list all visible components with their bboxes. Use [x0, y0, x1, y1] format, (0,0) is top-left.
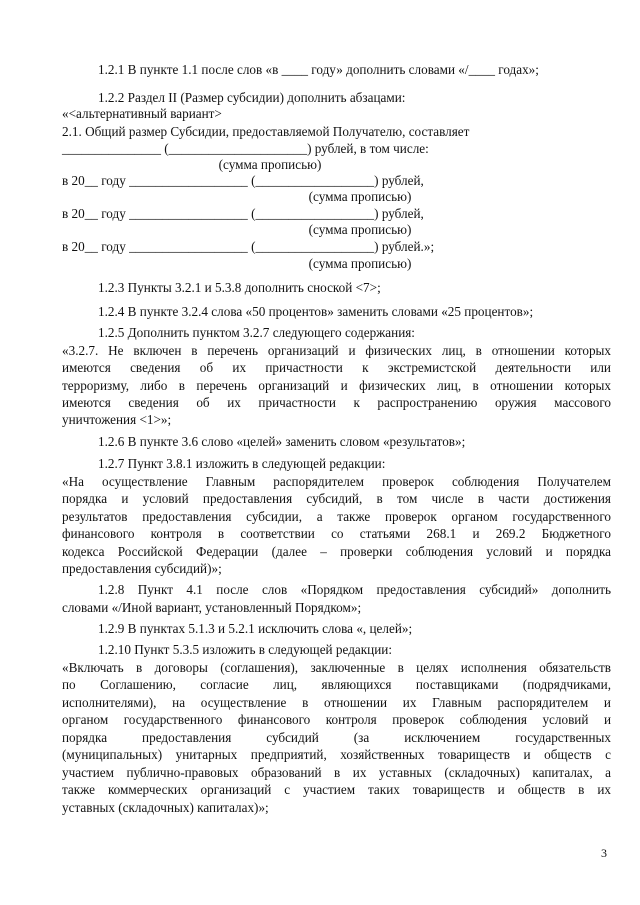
text-line: 2.1. Общий размер Субсидии, предоставляемой Получателю, составляет — [62, 124, 470, 139]
text-line: в 20__ году __________________ (__________________) рублей, — [62, 206, 424, 221]
text-line: предоставления субсидий)»; — [62, 561, 222, 576]
text-line: в 20__ году __________________ (__________________) рублей.»; — [62, 239, 435, 254]
text-line: 1.2.9 В пунктах 5.1.3 и 5.2.1 исключить слова «, целей»; — [98, 621, 413, 636]
text-line: «На осуществление Главным распорядителем проверок соблюдения Получателем — [62, 474, 611, 489]
text-line: уничтожения <1>»; — [62, 412, 172, 427]
text-line: также коммерческих организаций с участием таких товариществ и обществ в их — [62, 782, 611, 797]
text-line: порядка предоставления субсидий (за исключением государственных — [62, 730, 611, 745]
text-line: «<альтернативный вариант> — [62, 106, 222, 121]
text-line: органом государственного финансового контроля проверок соблюдения условий и — [62, 712, 611, 727]
text-line: 1.2.10 Пункт 5.3.5 изложить в следующей редакции: — [98, 642, 392, 657]
text-line: (сумма прописью) — [218, 157, 322, 172]
text-line: порядка и условий предоставления субсидий, в том числе в части достижения — [62, 491, 611, 506]
text-line: _______________ (_____________________) рублей, в том числе: — [62, 141, 429, 156]
text-line: 1.2.6 В пункте 3.6 слово «целей» заменить словом «результатов»; — [98, 434, 466, 449]
text-line: (сумма прописью) — [308, 256, 412, 271]
text-line: 1.2.8 Пункт 4.1 после слов «Порядком предоставления субсидий» дополнить — [98, 582, 611, 597]
text-line: исполнителями), на осуществление в отношении их Главным распорядителем и — [62, 695, 611, 710]
text-line: терроризму, либо в перечень организаций и физических лиц, в отношении которых — [62, 378, 611, 393]
text-line: «Включать в договоры (соглашения), заключенные в целях исполнения обязательств — [62, 660, 611, 675]
text-line: (муниципальных) унитарных предприятий, хозяйственных товариществ и обществ с — [62, 747, 611, 762]
text-line: финансового контроля в соответствии со статьями 268.1 и 269.2 Бюджетного — [62, 526, 611, 541]
page-number: 3 — [601, 846, 607, 860]
text-line: в 20__ году __________________ (__________________) рублей, — [62, 173, 424, 188]
text-line: кодекса Российской Федерации (далее – проверки соблюдения условий и порядка — [62, 544, 611, 559]
text-line: по Соглашению, согласие лиц, являющихся поставщиками (подрядчиками, — [62, 677, 611, 692]
text-line: 1.2.7 Пункт 3.8.1 изложить в следующей редакции: — [98, 456, 386, 471]
text-line: имеются сведения об их причастности к распространению оружия массового — [62, 395, 611, 410]
text-line: 1.2.3 Пункты 3.2.1 и 5.3.8 дополнить сноской <7>; — [98, 280, 381, 295]
text-line: участием публично-правовых образований в их уставных (складочных) капиталах, а — [62, 765, 611, 780]
text-line: словами «/Иной вариант, установленный Порядком»; — [62, 600, 362, 615]
text-line: уставных (складочных) капиталах)»; — [62, 800, 269, 815]
text-line: (сумма прописью) — [308, 189, 412, 204]
text-line: 1.2.1 В пункте 1.1 после слов «в ____ году» дополнить словами «/____ годах»; — [98, 62, 539, 77]
text-line: «3.2.7. Не включен в перечень организаций и физических лиц, в отношении которых — [62, 343, 611, 358]
text-line: 1.2.4 В пункте 3.2.4 слова «50 процентов» заменить словами «25 процентов»; — [98, 304, 534, 319]
text-line: 1.2.5 Дополнить пунктом 3.2.7 следующего содержания: — [98, 325, 415, 340]
text-line: 1.2.2 Раздел II (Размер субсидии) дополнить абзацами: — [98, 90, 406, 105]
text-line: результатов предоставления субсидии, а также проверок органом государственного — [62, 509, 611, 524]
text-line: (сумма прописью) — [308, 222, 412, 237]
text-line: имеются сведения об их причастности к экстремистской деятельности или — [62, 360, 611, 375]
